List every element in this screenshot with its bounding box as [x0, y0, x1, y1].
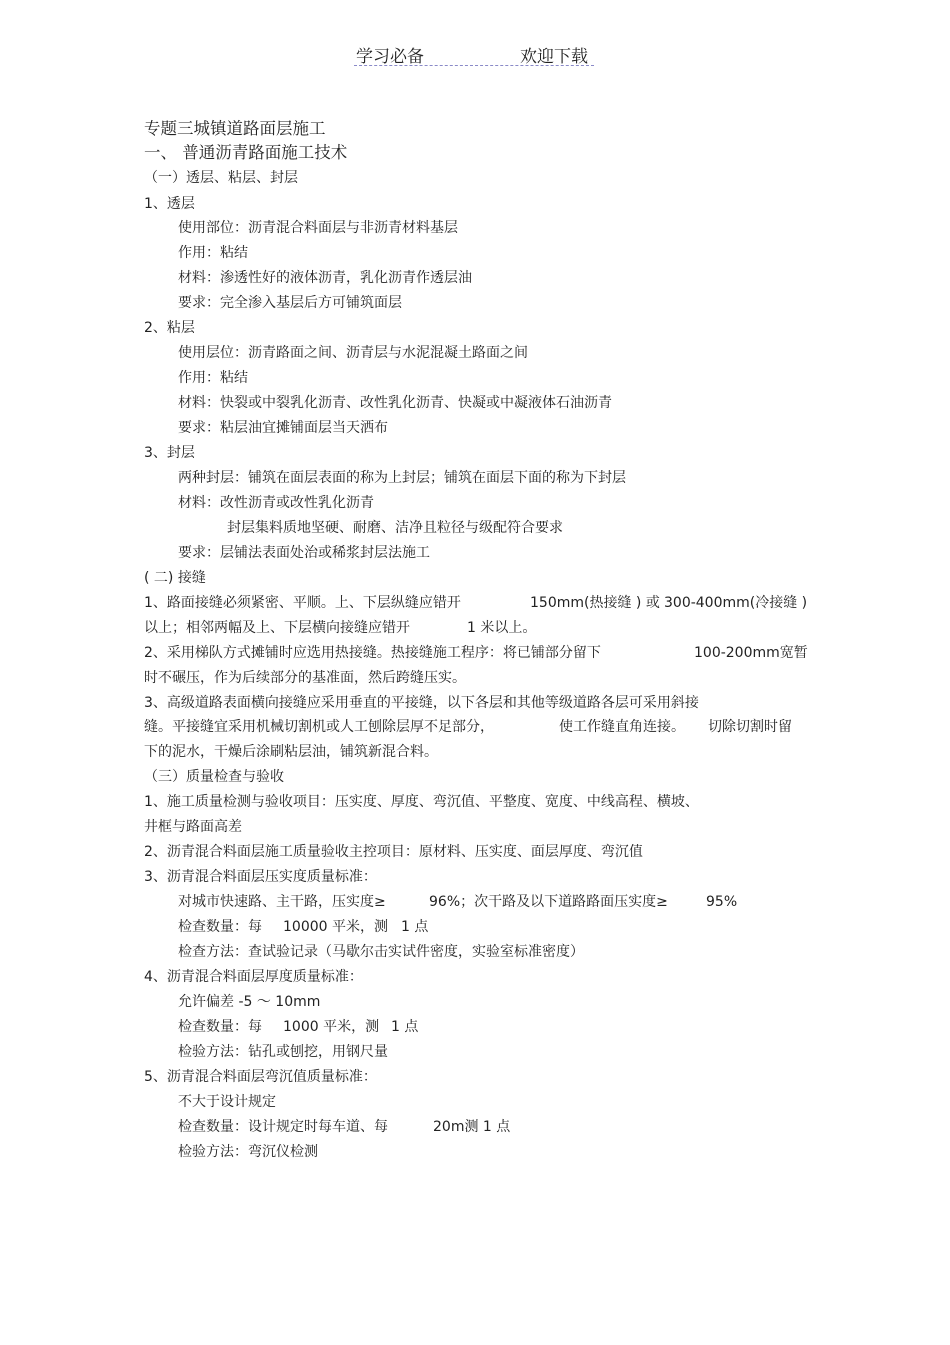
item-line: 检验方法：弯沉仪检测	[178, 1144, 318, 1160]
subsection-heading: ( 二) 接缝	[144, 570, 206, 586]
paragraph-segment: 切除切割时留	[708, 719, 792, 735]
item-line: 要求：层铺法表面处治或稀浆封层法施工	[178, 545, 430, 561]
item-line: 作用：粘结	[178, 370, 248, 386]
paragraph-segment: 150mm(热接缝 ) 或	[530, 595, 660, 611]
item-line: 1 点	[391, 1019, 419, 1035]
item-heading: 2、粘层	[144, 320, 195, 336]
paragraph-segment: 2、采用梯队方式摊铺时应选用热接缝。热接缝施工程序：将已铺部分留下	[144, 645, 601, 661]
page-header	[354, 38, 594, 66]
item-line: 要求：粘层油宜摊铺面层当天洒布	[178, 420, 388, 436]
paragraph-segment: 缝。平接缝宜采用机械切割机或人工刨除层厚不足部分，	[144, 719, 494, 735]
paragraph-segment: 使工作缝直角连接。	[559, 719, 685, 735]
item-line: 对城市快速路、主干路，压实度≥	[178, 894, 386, 910]
item-heading: 4、沥青混合料面层厚度质量标准：	[144, 969, 363, 985]
paragraph-segment: 下的泥水，干燥后涂刷粘层油，铺筑新混合料。	[144, 744, 438, 760]
paragraph-segment: 100-200mm宽暂	[694, 645, 808, 661]
paragraph-segment: 1 米以上。	[467, 620, 537, 636]
item-line: 10000 平米，测	[283, 919, 388, 935]
item-heading: 3、沥青混合料面层压实度质量标准：	[144, 869, 377, 885]
item-line: 96%；次干路及以下道路路面压实度≥	[429, 894, 668, 910]
item-line: 检查数量：每	[178, 1019, 262, 1035]
item-line: 两种封层：铺筑在面层表面的称为上封层；铺筑在面层下面的称为下封层	[178, 470, 626, 486]
paragraph-segment: 300-400mm(冷接缝 )	[664, 595, 808, 611]
item-line: 作用：粘结	[178, 245, 248, 261]
item-line: 要求：完全渗入基层后方可铺筑面层	[178, 295, 402, 311]
item-line: 检查数量：每	[178, 919, 262, 935]
item-heading: 3、封层	[144, 445, 195, 461]
item-heading: 1、施工质量检测与验收项目：压实度、厚度、弯沉值、平整度、宽度、中线高程、横坡、	[144, 794, 699, 810]
header-left-text: 学习必备	[356, 47, 424, 67]
item-line: 检验方法：钻孔或刨挖，用钢尺量	[178, 1044, 388, 1060]
section-heading: 一、 普通沥青路面施工技术	[144, 143, 348, 162]
item-heading: 2、沥青混合料面层施工质量验收主控项目：原材料、压实度、面层厚度、弯沉值	[144, 844, 643, 860]
item-line: 允许偏差 -5 ～ 10mm	[178, 994, 321, 1010]
item-line: 材料：渗透性好的液体沥青，乳化沥青作透层油	[178, 270, 472, 286]
paragraph-segment: 1、路面接缝必须紧密、平顺。上、下层纵缝应错开	[144, 595, 461, 611]
item-line: 1 点	[401, 919, 429, 935]
item-heading: 5、沥青混合料面层弯沉值质量标准：	[144, 1069, 377, 1085]
document-title: 专题三城镇道路面层施工	[144, 119, 326, 138]
item-line: 材料：快裂或中裂乳化沥青、改性乳化沥青、快凝或中凝液体石油沥青	[178, 395, 612, 411]
item-line: 使用部位：沥青混合料面层与非沥青材料基层	[178, 220, 458, 236]
item-line: 井框与路面高差	[144, 819, 242, 835]
paragraph-segment: 以上；相邻两幅及上、下层横向接缝应错开	[144, 620, 410, 636]
item-line: 使用层位：沥青路面之间、沥青层与水泥混凝土路面之间	[178, 345, 528, 361]
item-line: 不大于设计规定	[178, 1094, 276, 1110]
item-line: 检查方法：查试验记录（马歇尔击实试件密度，实验室标准密度）	[178, 944, 584, 960]
item-line: 检查数量：设计规定时每车道、每	[178, 1119, 388, 1135]
item-line: 封层集料质地坚硬、耐磨、洁净且粒径与级配符合要求	[227, 520, 563, 536]
paragraph-segment: 时不碾压，作为后续部分的基准面，然后跨缝压实。	[144, 670, 466, 686]
item-line: 1000 平米，测	[283, 1019, 380, 1035]
header-right-text: 欢迎下载	[520, 47, 588, 67]
subsection-heading: （三）质量检查与验收	[144, 769, 284, 785]
item-line: 20m测 1 点	[433, 1119, 511, 1135]
item-line: 95%	[706, 894, 738, 910]
item-heading: 1、透层	[144, 196, 195, 212]
paragraph-segment: 3、高级道路表面横向接缝应采用垂直的平接缝，以下各层和其他等级道路各层可采用斜接	[144, 695, 699, 711]
subsection-heading: （一）透层、粘层、封层	[144, 170, 298, 186]
item-line: 材料：改性沥青或改性乳化沥青	[178, 495, 374, 511]
